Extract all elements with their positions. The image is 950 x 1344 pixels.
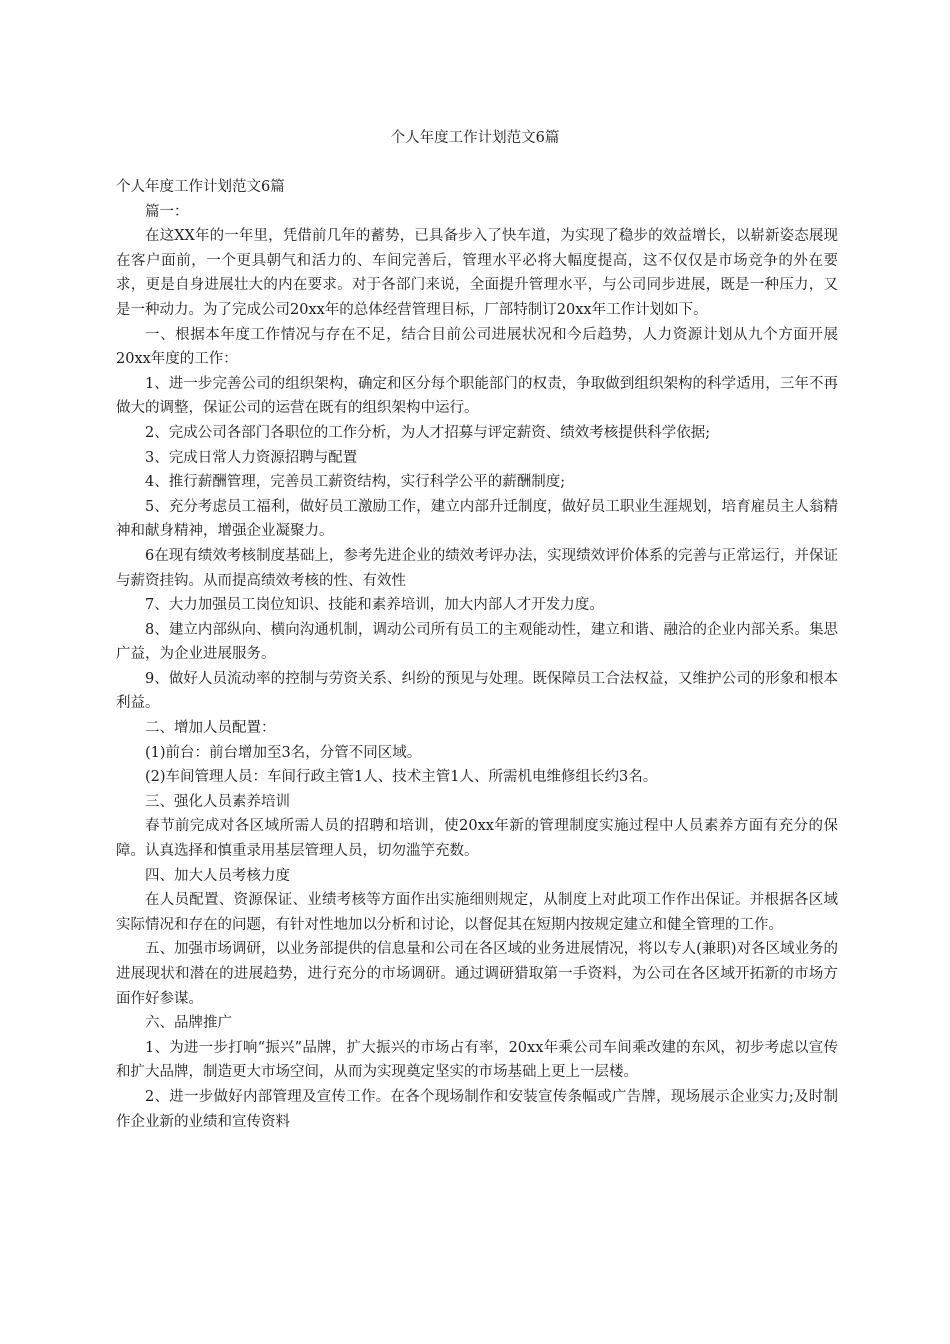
document-paragraph: 1、进一步完善公司的组织架构，确定和区分每个职能部门的权责，争取做到组织架构的科学适用，三年不再做大的调整，保证公司的运营在既有的组织架构中运行。	[116, 375, 838, 417]
document-paragraph: 3、完成日常人力资源招聘与配置	[145, 449, 358, 466]
document-paragraph: 四、加大人员考核力度	[145, 867, 290, 884]
document-body	[116, 175, 838, 1134]
document-paragraph: 篇一：	[145, 203, 189, 220]
document-paragraph: 五、加强市场调研，以业务部提供的信息量和公司在各区域的业务进展情况，将以专人(兼职)对各区域业务的进展现状和潜在的进展趋势，进行充分的市场调研。通过调研猎取第一手资料，为公司在各区域开拓新的市场方面作好参谋。	[116, 941, 838, 1007]
document-paragraph: 6在现有绩效考核制度基础上，参考先进企业的绩效考评办法，实现绩效评价体系的完善与正常运行，并保证与薪资挂钩。从而提高绩效考核的性、有效性	[116, 547, 838, 589]
document-paragraph: 8、建立内部纵向、横向沟通机制，调动公司所有员工的主观能动性，建立和谐、融洽的企业内部关系。集思广益，为企业进展服务。	[116, 621, 838, 663]
document-paragraph: 三、强化人员素养培训	[145, 793, 290, 810]
document-paragraph: 9、做好人员流动率的控制与劳资关系、纠纷的预见与处理。既保障员工合法权益，又维护公司的形象和根本利益。	[116, 670, 838, 712]
document-paragraph: 2、进一步做好内部管理及宣传工作。在各个现场制作和安装宣传条幅或广告牌，现场展示企业实力;及时制作企业新的业绩和宣传资料	[116, 1088, 838, 1130]
document-paragraph: 在人员配置、资源保证、业绩考核等方面作出实施细则规定，从制度上对此项工作作出保证。并根据各区域实际情况和存在的问题，有针对性地加以分析和讨论，以督促其在短期内按规定建立和健全管理的工作。	[116, 892, 838, 933]
document-paragraph: 在这XX年的一年里，凭借前几年的蓄势，已具备步入了快车道，为实现了稳步的效益增长，以崭新姿态展现在客户面前，一个更具朝气和活力的、车间完善后，管理水平必将大幅度提高，这不仅仅是市场竞争的外在要求，更是自身进展壮大的内在要求。对于各部门来说，全面提升管理水平，与公司同步进展，既是一种压力，又是一种动力。为了完成公司20xx年的总体经营管理目标，厂部特制订20xx年工作计划如下。	[116, 228, 838, 318]
document-paragraph: 1、为进一步打响“振兴”品牌，扩大振兴的市场占有率，20xx年乘公司车间乘改建的东风，初步考虑以宣传和扩大品牌，制造更大市场空间，从而为实现奠定坚实的市场基础上更上一层楼。	[116, 1039, 838, 1081]
document-paragraph: 一、根据本年度工作情况与存在不足，结合目前公司进展状况和今后趋势，人力资源计划从九个方面开展20xx年度的工作：	[116, 326, 838, 368]
document-paragraph: 春节前完成对各区域所需人员的招聘和培训，使20xx年新的管理制度实施过程中人员素养方面有充分的保障。认真选择和慎重录用基层管理人员，切勿滥竽充数。	[116, 818, 838, 860]
document-paragraph: 7、大力加强员工岗位知识、技能和素养培训，加大内部人才开发力度。	[145, 597, 604, 614]
document-paragraph: (1)前台：前台增加至3名，分管不同区域。	[145, 744, 422, 761]
document-paragraph: 六、品牌推广	[145, 1015, 232, 1032]
document-paragraph: 5、充分考虑员工福利，做好员工激励工作，建立内部升迁制度，做好员工职业生涯规划，培育雇员主人翁精神和献身精神，增强企业凝聚力。	[116, 498, 838, 540]
document-paragraph: 二、增加人员配置：	[145, 720, 276, 737]
document-paragraph: 2、完成公司各部门各职位的工作分析，为人才招募与评定薪资、绩效考核提供科学依据;	[145, 424, 711, 441]
document-heading-line: 个人年度工作计划范文6篇	[116, 179, 285, 195]
document-title: 个人年度工作计划范文6篇	[390, 130, 560, 146]
document-paragraph: (2)车间管理人员：车间行政主管1人、技术主管1人、所需机电维修组长约3名。	[145, 769, 658, 786]
document-paragraph: 4、推行薪酬管理，完善员工薪资结构，实行科学公平的薪酬制度;	[145, 474, 566, 491]
